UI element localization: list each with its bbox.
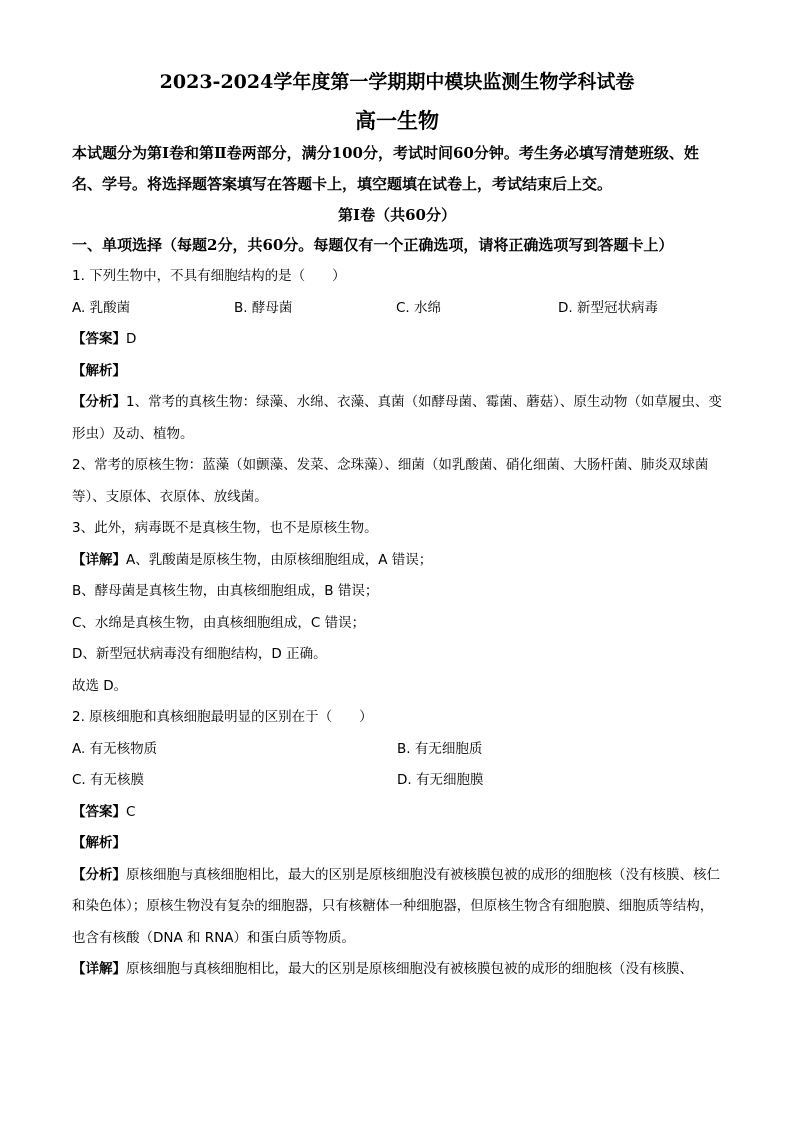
question-1 <box>72 261 722 702</box>
detail-paragraph-2: B、酵母菌是真核生物，由真核细胞组成，B 错误； <box>72 583 379 599</box>
detail-paragraph-3: C、水绵是真核生物，由真核细胞组成，C 错误； <box>72 614 366 631</box>
detail-paragraph <box>72 545 722 577</box>
fenxi-tag: 【分析】 <box>72 866 126 883</box>
option-b: B. 酵母菌 <box>234 299 293 316</box>
detail-paragraph-4: D、新型冠状病毒没有细胞结构，D 正确。 <box>72 646 327 662</box>
question-2 <box>72 702 722 986</box>
fenxi-tag: 【分析】 <box>72 394 126 410</box>
fenxi-text: 原核细胞与真核细胞相比，最大的区别是原核细胞没有被核膜包被的成形的细胞核（没有核膜、核仁和染色体）；原核生物没有复杂的细胞器，只有核糖体一种细胞器，但原核生物含有细胞膜、细胞质等结构，也含有核酸（DNA 和 RNA）和蛋白质等物质。 <box>72 866 720 946</box>
option-a: A. 乳酸菌 <box>72 299 131 316</box>
analysis-tag <box>72 356 722 388</box>
option-c: C. 有无核膜 <box>72 772 145 788</box>
part-title: 一、单项选择（每题2分，共60分。每题仅有一个正确选项，请将正确选项写到答题卡上） <box>72 236 674 254</box>
option-c: C. 水绵 <box>396 299 442 316</box>
answer-value: C <box>126 803 136 820</box>
exam-instructions: 本试题分为第Ⅰ卷和第Ⅱ卷两部分，满分100分，考试时间60分钟。考生务必填写清楚班级、姓名、学号。将选择题答案填写在答题卡上，填空题填在试卷上，考试结束后上交。 <box>72 144 699 193</box>
analysis-label: 【解析】 <box>72 835 126 851</box>
exam-subtitle: 高一生物 <box>355 108 439 133</box>
fenxi-paragraph-2: 2、常考的原核生物：蓝藻（如颤藻、发菜、念珠藻）、细菌（如乳酸菌、硝化细菌、大肠杆菌、肺炎双球菌等）、支原体、衣原体、放线菌。 <box>72 457 709 505</box>
option-row-2 <box>72 765 722 797</box>
detail-tag: 【详解】 <box>72 961 126 977</box>
answer-tag: 【答案】 <box>72 331 126 347</box>
detail-tag: 【详解】 <box>72 551 126 568</box>
conclusion: 故选 D。 <box>72 677 128 694</box>
answer-line <box>72 797 722 829</box>
option-d: D. 新型冠状病毒 <box>558 299 658 316</box>
detail-text: A、乳酸菌是原核生物，由原核细胞组成，A 错误； <box>126 551 433 568</box>
option-b: B. 有无细胞质 <box>397 740 483 757</box>
fenxi-paragraph-3: 3、此外，病毒既不是真核生物，也不是原核生物。 <box>72 520 378 536</box>
section-title: 第Ⅰ卷（共60分） <box>338 206 456 224</box>
answer-value: D <box>126 331 137 347</box>
detail-paragraph <box>72 954 722 986</box>
fenxi-text: 1、常考的真核生物：绿藻、水绵、衣藻、真菌（如酵母菌、霉菌、蘑菇）、原生动物（如草履虫、变形虫）及动、植物。 <box>72 394 722 442</box>
answer-tag: 【答案】 <box>72 803 126 820</box>
analysis-tag <box>72 828 722 860</box>
question-stem: 2. 原核细胞和真核细胞最明显的区别在于（ ） <box>72 709 373 725</box>
fenxi-paragraph <box>72 860 722 955</box>
question-stem: 1. 下列生物中，不具有细胞结构的是（ ） <box>72 268 346 284</box>
exam-title: 2023-2024学年度第一学期期中模块监测生物学科试卷 <box>159 71 635 93</box>
option-list <box>72 293 722 325</box>
option-a: A. 有无核物质 <box>72 740 158 757</box>
option-d: D. 有无细胞膜 <box>397 772 484 788</box>
option-row-1 <box>72 734 722 766</box>
answer-line <box>72 324 722 356</box>
fenxi-paragraph <box>72 387 722 450</box>
analysis-label: 【解析】 <box>72 362 126 379</box>
detail-text: 原核细胞与真核细胞相比，最大的区别是原核细胞没有被核膜包被的成形的细胞核（没有核膜、 <box>126 961 693 977</box>
